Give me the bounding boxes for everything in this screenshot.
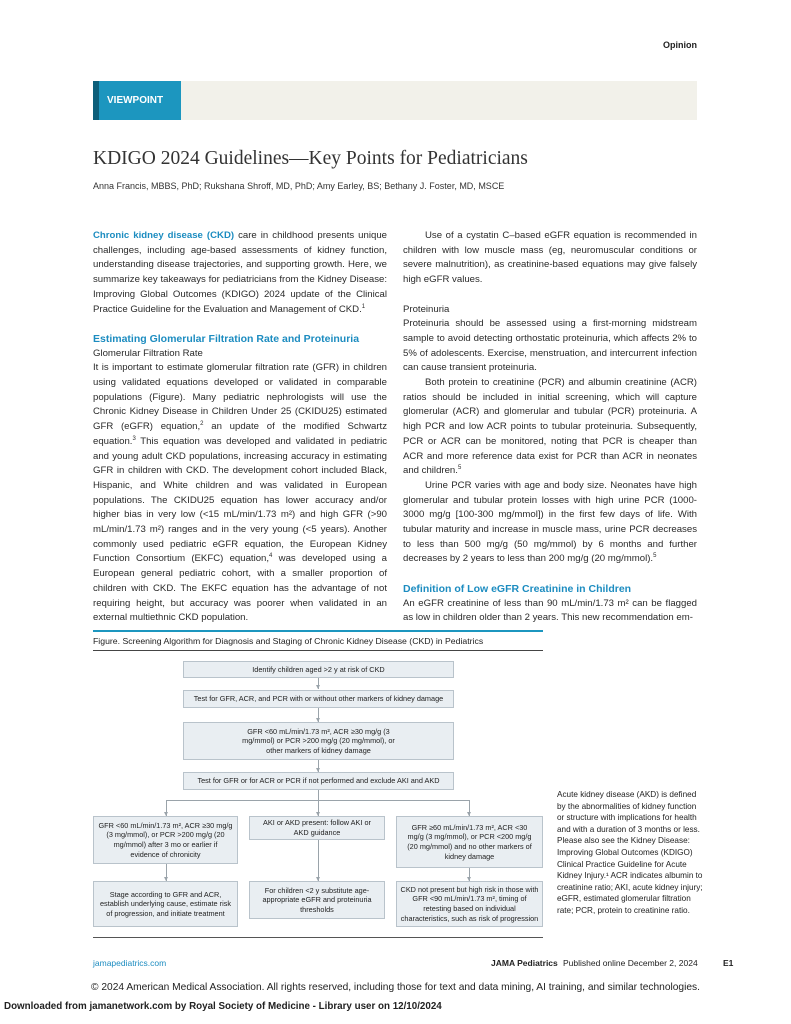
publication-date: Published online December 2, 2024 <box>563 958 698 968</box>
viewpoint-tag: VIEWPOINT <box>93 81 181 120</box>
flow-box-aki: AKI or AKD present: follow AKI or AKD guidance <box>249 816 385 840</box>
reference[interactable]: 1 <box>361 303 366 310</box>
article-type-banner <box>93 81 697 120</box>
gfr-paragraph: It is important to estimate glomerular filtration rate (GFR) in children using validated equations developed or validated in comparable populations (Figure). Many pediatric nephrologists will use the Chronic Kidney Disease in Children Under 25 (CKIDU25) estimated GFR (eGFR) equation,$^2$ an update of the modified Schwartz equation.$^3$ This equation was developed and validated in pediatric and young adult CKD populations, increasing accuracy in estimating GFR in children with CKD. The development cohort included Black, Hispanic, and White children and was validated in European populations. The CKIDU25 equation has lower accuracy and/or higher bias in very low (<15 mL/min/1.73 m²) and high GFR (>90 mL/min/1.73 m²) ranges and in the very young (<5 years). Another commonly used pediatric eGFR equation, the European Kidney Function Consortium (EKFC) equation,$^4$ was developed using a European general pediatric cohort, with a smaller proportion of children with CKD. The EKFC equation has the advantage of not requiring height, but accuracy was poorer when validated in an external multiethnic CKD population. <box>93 362 387 624</box>
flow-box-ckd-criteria: GFR <60 mL/min/1.73 m², ACR ≥30 mg/g (3 mg/mmol), or PCR >200 mg/g (20 mg/mmol) after 3 mo or earlier if evidence of chronicity <box>93 816 238 864</box>
intro-paragraph: Chronic kidney disease (CKD) care in childhood presents unique challenges, including age-based assessments of kidney function, understanding disease trajectories, and supporting growth. Here, we summarize key takeaways for pediatricians from the Kidney Disease: Improving Global Outcomes (KDIGO) 2024 update of the Clinical Practice Guideline for the Evaluation and Management of CKD.$^1$ <box>93 230 387 315</box>
reference[interactable]: 5 <box>457 465 462 472</box>
urine-pcr-paragraph: Urine PCR varies with age and body size. Neonates have high glomerular and tubular protein losses with high urine PCR (1000-3000 mg/g [100-300 mg/mmol]) in the first few days of life. With tubular maturity and increase in muscle mass, urine PCR decreases to less than 500 mg/g (50 mg/mmol) by 6 months and further decreases by 2 years to less than 200 mg/g (20 mg/mmol).$^5$ <box>403 479 697 565</box>
figure-note: Acute kidney disease (AKD) is defined by the abnormalities of kidney function or structure with implications for health and with a duration of 3 months or less. Please also see the Kidney Disease: Improving Global Outcomes (KDIGO) Clinical Practice Guideline for Acute Kidney Injury.¹ ACR indicates albumin to creatinine ratio; AKI, acute kidney injury; eGFR, estimated glomerular filtration rate; PCR, protein to creatinine ratio. <box>557 790 703 915</box>
flow-box-test: Test for GFR, ACR, and PCR with or without other markers of kidney damage <box>183 690 454 708</box>
page-number: E1 <box>723 958 734 968</box>
left-column <box>93 229 387 626</box>
site-link[interactable]: jamapediatrics.com <box>93 958 167 968</box>
subsection-heading: Glomerular Filtration Rate <box>93 347 203 359</box>
download-notice: Downloaded from jamanetwork.com by Royal Society of Medicine - Library user on 12/10/2024 <box>4 1001 442 1012</box>
subsection-heading: Proteinuria <box>403 303 450 315</box>
copyright: © 2024 American Medical Association. All rights reserved, including those for text and data mining, AI training, and similar technologies. <box>91 982 700 993</box>
section-heading: Definition of Low eGFR Creatinine in Children <box>403 582 632 595</box>
journal-name: JAMA Pediatrics <box>491 958 558 968</box>
flow-box-high-risk: CKD not present but high risk in those with GFR <90 mL/min/1.73 m², timing of retesting based on individual characteristics, such as risk of progression <box>396 881 543 927</box>
reference[interactable]: 4 <box>269 553 273 560</box>
figure-bottom-rule <box>93 937 543 938</box>
reference[interactable]: 2 <box>200 420 204 427</box>
cystatin-paragraph: Use of a cystatin C–based eGFR equation is recommended in children with low muscle mass (eg, neuromuscular conditions or severe malnutrition), as creatinine-based equations may give falsely high eGFR values. <box>403 230 697 286</box>
flow-box-under-2: For children <2 y substitute age-appropriate eGFR and proteinuria thresholds <box>249 881 385 919</box>
flow-box-identify: Identify children aged >2 y at risk of CKD <box>183 661 454 678</box>
figure-caption: Figure. Screening Algorithm for Diagnosis and Staging of Chronic Kidney Disease (CKD) in Pediatrics <box>93 636 484 646</box>
low-egfr-paragraph: An eGFR creatinine of less than 90 mL/min/1.73 m² can be flagged as low in children older than 2 years. This new recommendation em- <box>403 597 697 624</box>
flow-box-exclude: Test for GFR or for ACR or PCR if not performed and exclude AKI and AKD <box>183 772 454 790</box>
reference[interactable]: 3 <box>132 435 136 442</box>
authors: Anna Francis, MBBS, PhD; Rukshana Shroff, MD, PhD; Amy Earley, BS; Bethany J. Foster, MD, MSCE <box>93 181 505 191</box>
flow-box-no-ckd-criteria: GFR ≥60 mL/min/1.73 m², ACR <30 mg/g (3 mg/mmol), or PCR <200 mg/g (20 mg/mmol) and no other markers of kidney damage <box>396 816 543 868</box>
flow-box-stage: Stage according to GFR and ACR, establish underlying cause, estimate risk of progression, and initiate treatment <box>93 881 238 927</box>
figure-top-rule <box>93 630 543 632</box>
pcr-acr-paragraph: Both protein to creatinine (PCR) and albumin creatinine (ACR) ratios should be included in initial screening, which will capture glomerular (ACR) and glomerular and tubular (PCR) proteinuria. A high PCR and low ACR points to tubular proteinuria. Subsequently, PCR or ACR can be monitored, noting that PCR is cheaper than ACR and more reference data exist for PCR than ACR in neonates and children.$^5$ <box>403 377 697 477</box>
right-column <box>403 229 697 626</box>
flow-box-criteria: GFR <60 mL/min/1.73 m², ACR ≥30 mg/g (3 mg/mmol) or PCR >200 mg/g (20 mg/mmol), or other markers of kidney damage <box>183 722 454 760</box>
article-title: KDIGO 2024 Guidelines—Key Points for Pediatricians <box>93 148 528 169</box>
figure-rule <box>93 650 543 651</box>
reference[interactable]: 5 <box>653 553 657 560</box>
lead-term: Chronic kidney disease (CKD) <box>93 230 235 241</box>
section-heading: Estimating Glomerular Filtration Rate and Proteinuria <box>93 332 360 345</box>
proteinuria-paragraph: Proteinuria should be assessed using a first-morning midstream sample to avoid detecting orthostatic proteinuria, which affects 2% to 5% of adolescents. Exercise, menstruation, and intercurrent infection can cause transient proteinuria. <box>403 318 697 374</box>
section-label: Opinion <box>663 40 697 50</box>
